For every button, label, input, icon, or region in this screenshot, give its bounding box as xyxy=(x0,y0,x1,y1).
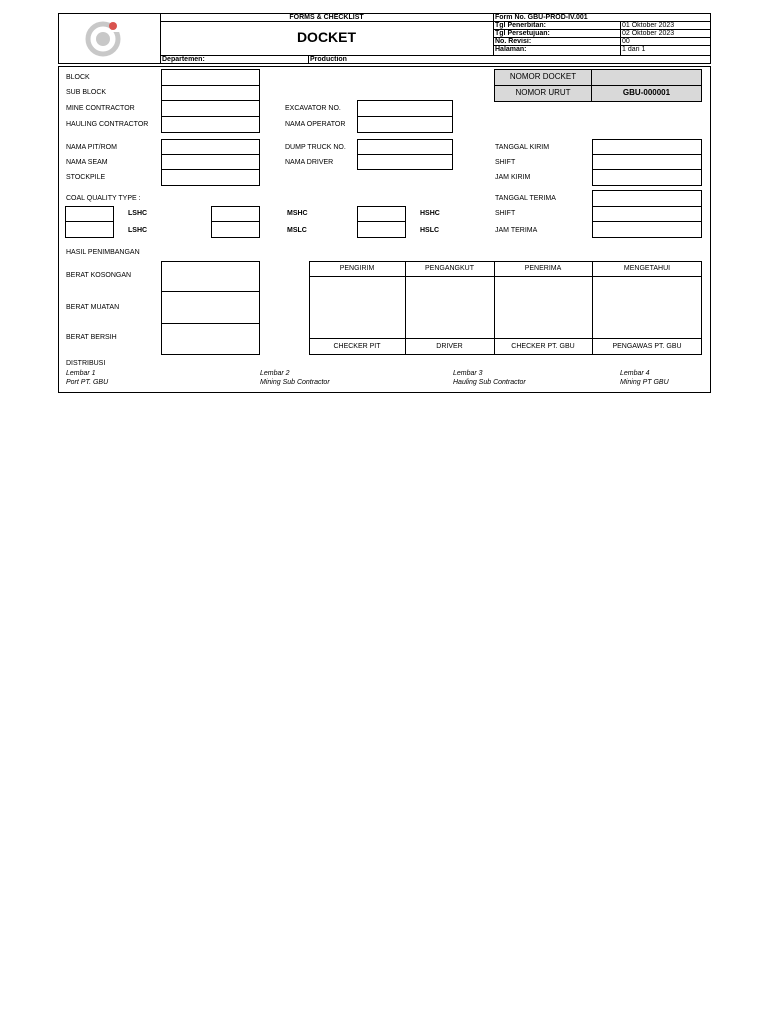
distribution-sheet: Lembar 3 xyxy=(453,370,483,377)
signature-header: PENERIMA xyxy=(524,265,562,272)
halaman-value: 1 dari 1 xyxy=(622,46,646,53)
coal-quality-checkbox[interactable] xyxy=(357,206,406,222)
excavator-no-label: EXCAVATOR NO. xyxy=(285,105,341,112)
no-revisi-value: 00 xyxy=(622,38,630,45)
signature-area[interactable] xyxy=(593,277,702,338)
distribution-recipient: Mining Sub Contractor xyxy=(260,379,330,386)
nama-driver-label: NAMA DRIVER xyxy=(285,159,334,166)
signature-role: CHECKER PT. GBU xyxy=(511,343,575,350)
coal-quality-checkbox[interactable] xyxy=(65,221,114,238)
jam-terima-label: JAM TERIMA xyxy=(495,227,538,234)
tanggal-kirim-label: TANGGAL KIRIM xyxy=(495,144,550,151)
tgl-penerbitan-value: 01 Oktober 2023 xyxy=(622,22,675,29)
berat-bersih-label: BERAT BERSIH xyxy=(66,334,117,341)
berat-kosongan-field[interactable] xyxy=(161,261,260,292)
company-logo xyxy=(82,17,126,61)
signature-role: DRIVER xyxy=(436,343,463,350)
coal-quality-type-label: COAL QUALITY TYPE : xyxy=(66,195,141,202)
nama-driver-field[interactable] xyxy=(357,154,453,170)
nomor-docket-field[interactable] xyxy=(591,69,702,86)
coal-quality-checkbox[interactable] xyxy=(357,221,406,238)
hslc-label: HSLC xyxy=(420,227,440,234)
signature-role: PENGAWAS PT. GBU xyxy=(612,343,682,350)
signature-area[interactable] xyxy=(406,277,494,338)
signature-header: PENGANGKUT xyxy=(424,265,474,272)
no-revisi-label: No. Revisi: xyxy=(495,38,532,45)
page-title: DOCKET xyxy=(296,29,357,45)
dump-truck-no-field[interactable] xyxy=(357,139,453,155)
nomor-urut-label: NOMOR URUT xyxy=(515,88,571,97)
mine-contractor-label: MINE CONTRACTOR xyxy=(66,105,135,112)
hauling-contractor-field[interactable] xyxy=(161,116,260,133)
departemen-value: Production xyxy=(310,56,347,63)
tanggal-kirim-field[interactable] xyxy=(592,139,702,155)
berat-kosongan-label: BERAT KOSONGAN xyxy=(66,272,132,279)
tanggal-terima-label: TANGGAL TERIMA xyxy=(495,195,556,202)
hasil-penimbangan-label: HASIL PENIMBANGAN xyxy=(66,249,140,256)
coal-quality-checkbox[interactable] xyxy=(65,206,114,222)
lshc-label: LSHC xyxy=(128,210,148,217)
distribution-sheet: Lembar 1 xyxy=(66,370,96,377)
shift-field[interactable] xyxy=(592,154,702,170)
stockpile-label: STOCKPILE xyxy=(66,174,106,181)
jam-kirim-label: JAM KIRIM xyxy=(495,174,531,181)
divider xyxy=(309,338,702,339)
mshc-label: MSHC xyxy=(287,210,308,217)
nama-pit-rom-label: NAMA PIT/ROM xyxy=(66,144,117,151)
sub-block-label: SUB BLOCK xyxy=(66,89,107,96)
block-label: BLOCK xyxy=(66,74,90,81)
distribusi-label: DISTRIBUSI xyxy=(66,360,106,367)
lshc-label: LSHC xyxy=(128,227,148,234)
nama-operator-field[interactable] xyxy=(357,116,453,133)
block-field[interactable] xyxy=(161,69,260,86)
jam-kirim-field[interactable] xyxy=(592,169,702,186)
berat-muatan-field[interactable] xyxy=(161,291,260,324)
departemen-label: Departemen: xyxy=(162,56,205,63)
hshc-label: HSHC xyxy=(420,210,440,217)
distribution-sheet: Lembar 4 xyxy=(620,370,650,377)
divider xyxy=(620,21,621,56)
distribution-recipient: Mining PT GBU xyxy=(620,379,669,386)
tgl-penerbitan-label: Tgl Penerbitan: xyxy=(495,22,546,29)
tgl-persetujuan-label: Tgl Persetujuan: xyxy=(495,30,550,37)
dump-truck-no-label: DUMP TRUCK NO. xyxy=(285,144,346,151)
excavator-no-field[interactable] xyxy=(357,100,453,117)
coal-quality-checkbox[interactable] xyxy=(211,206,260,222)
nama-seam-label: NAMA SEAM xyxy=(66,159,108,166)
berat-muatan-label: BERAT MUATAN xyxy=(66,304,120,311)
mine-contractor-field[interactable] xyxy=(161,100,260,117)
signature-area[interactable] xyxy=(310,277,405,338)
nomor-docket-label: NOMOR DOCKET xyxy=(509,72,577,81)
divider xyxy=(493,13,494,56)
shift-label: SHIFT xyxy=(495,159,516,166)
distribution-recipient: Hauling Sub Contractor xyxy=(453,379,526,386)
divider xyxy=(308,55,309,64)
forms-checklist-label: FORMS & CHECKLIST xyxy=(289,14,364,21)
sub-block-field[interactable] xyxy=(161,85,260,101)
jam-terima-field[interactable] xyxy=(592,221,702,238)
hauling-contractor-label: HAULING CONTRACTOR xyxy=(66,121,149,128)
nama-pit-rom-field[interactable] xyxy=(161,139,260,155)
tanggal-terima-field[interactable] xyxy=(592,190,702,207)
signature-header: PENGIRIM xyxy=(339,265,375,272)
signature-header: MENGETAHUI xyxy=(623,265,671,272)
tgl-persetujuan-value: 02 Oktober 2023 xyxy=(622,30,675,37)
berat-bersih-field[interactable] xyxy=(161,323,260,355)
mslc-label: MSLC xyxy=(287,227,307,234)
divider xyxy=(160,55,711,56)
shift-terima-field[interactable] xyxy=(592,206,702,222)
signature-area[interactable] xyxy=(495,277,592,338)
halaman-label: Halaman: xyxy=(495,46,527,53)
stockpile-field[interactable] xyxy=(161,169,260,186)
distribution-recipient: Port PT. GBU xyxy=(66,379,109,386)
shift-terima-label: SHIFT xyxy=(495,210,516,217)
signature-role: CHECKER PIT xyxy=(333,343,381,350)
nama-seam-field[interactable] xyxy=(161,154,260,170)
coal-quality-checkbox[interactable] xyxy=(211,221,260,238)
distribution-sheet: Lembar 2 xyxy=(260,370,290,377)
nama-operator-label: NAMA OPERATOR xyxy=(285,121,346,128)
nomor-urut-value: GBU-000001 xyxy=(622,88,671,97)
form-number: Form No. GBU-PROD-IV.001 xyxy=(495,14,588,21)
